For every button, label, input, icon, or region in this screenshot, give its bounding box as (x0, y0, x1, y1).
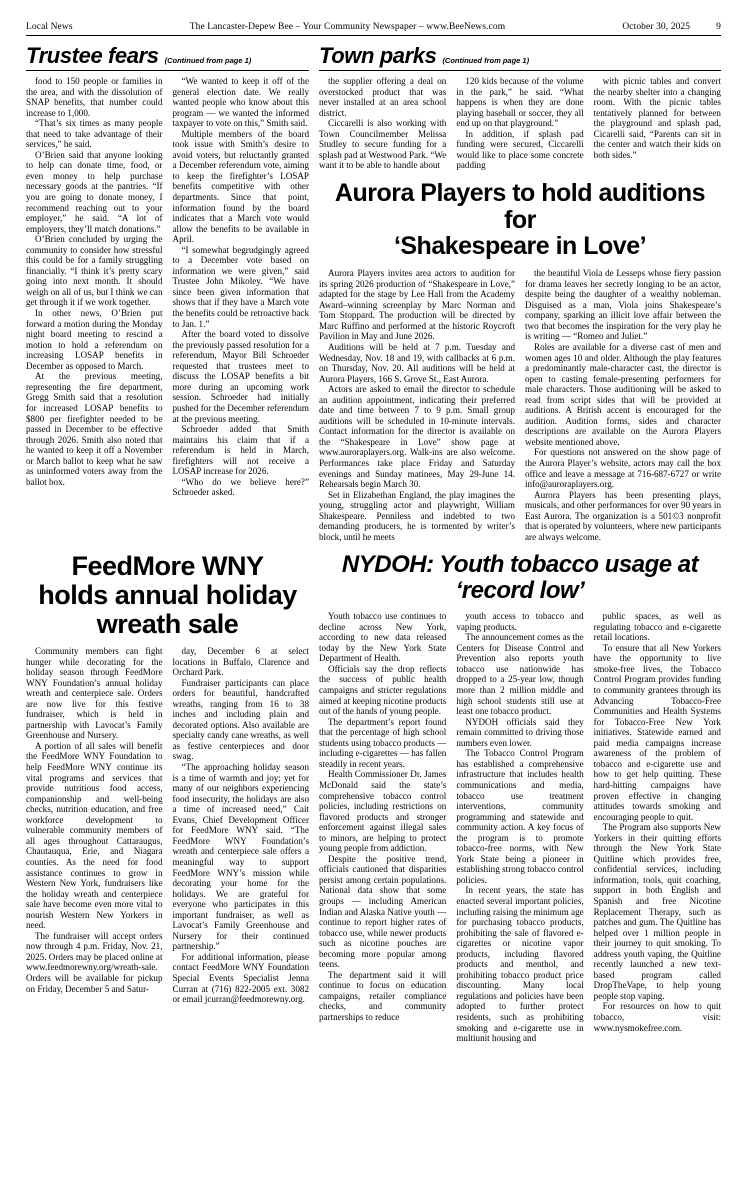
paragraph: The announcement comes as the Centers for Disease Control and Prevention also reports youth tobacco use nationwide has dropped to a 25-year low, though more than 2 million middle and high school students still use at least one tobacco product. (456, 632, 584, 717)
paragraph: In other news, O’Brien put forward a motion during the Monday night board meeting to rescind a motion to hold a referendum on increasing LOSAP benefits in December as opposed to March. (26, 308, 163, 371)
aurora-headline-line-1: Aurora Players to hold auditions for (334, 178, 706, 234)
gutter (584, 76, 594, 171)
paragraph: Set in Elizabethan England, the play imagines the young, struggling actor and playwright, William Shakespeare. Penniless and indebted to two demanding producers, he is tormented by writer’s block, until he meets (319, 489, 515, 542)
article-feedmore-wny (26, 552, 309, 1004)
paragraph: Actors are asked to email the director to schedule an audition appointment, indicating their preferred date and time between 7 to 9 p.m. Small group auditions will be scheduled in 10-minute intervals. Contact information for the director is available on the “Shakespeare in Love” show page at www.auroraplayers.org. Walk-ins are also welcome. Performances take place Friday and Saturday evenings and Sunday matinees, May 29-June 14. Rehearsals begin March 30. (319, 384, 515, 490)
paragraph: The Program also supports New Yorkers in their quitting efforts through the New York State Quitline which provides free, confidential services, including information, tools, quit coaching, support in both English and Spanish and free Nicotine Replacement Therapy, such as patches and gum. The Quitline has helped over 1 million people in their journey to quit smoking. To address youth vaping, the Quitline recently launched a new text-based program called DropTheVape, to help young people stop vaping. (593, 822, 721, 1001)
paragraph: Health Commissioner Dr. James McDonald said the state’s comprehensive tobacco control policies, including restrictions on flavored products and stronger enforcement against illegal sales to minors, are helping to protect young people from addiction. (319, 769, 447, 854)
paragraph: For additional information, please contact FeedMore WNY Foundation Special Events Specialist Jenna Curran at (716) 822-2005 ext. 3082 or email jcurran@feedmorewny.org. (172, 951, 309, 1005)
town-parks-headline-text: Town parks (319, 43, 437, 68)
town-parks-column-1 (319, 76, 446, 171)
masthead-section: Local News (26, 22, 73, 32)
feedmore-headline-line-2: holds annual holiday (38, 580, 297, 611)
right-stack (319, 45, 721, 542)
paragraph: “We wanted to keep it off of the general election date. We really wanted people who know about this program — we wanted the informed taxpayer to vote on this,” Smith said. (172, 76, 309, 129)
town-parks-jump-line: (Continued from page 1) (442, 56, 530, 65)
gutter (163, 76, 173, 498)
article-aurora-players (319, 180, 721, 542)
paragraph: “Who do we believe here?” Schroeder asked. (172, 476, 309, 498)
paragraph: After the board voted to dissolve the previously passed resolution for a referendum, Mayor Bill Schroeder requested that trustees meet to discuss the LOSAP benefits a bit more during an upcoming work session. Schroeder had initially pushed for the December referendum at the previous meeting. (172, 329, 309, 424)
trustee-column-1 (26, 76, 163, 498)
paragraph: Schroeder added that Smith maintains his claim that if a referendum is held in March, firefighters will not receive a LOSAP increase for 2026. (172, 424, 309, 477)
paragraph: 120 kids because of the volume in the park,” he said. “What happens is when they are done playing baseball or soccer, they all end up on that playground.” (456, 76, 584, 129)
article-trustee-fears (26, 45, 309, 498)
gutter (584, 611, 594, 1043)
masthead-rule (26, 35, 721, 36)
gutter (446, 611, 456, 1043)
nydoh-column-1 (319, 611, 446, 1043)
paragraph: The department said it will continue to focus on education campaigns, retailer compliance checks, and community partnerships to reduce (319, 969, 447, 1022)
bottom-region (26, 552, 721, 1043)
paragraph: NYDOH officials said they remain committed to driving those numbers even lower. (456, 716, 584, 748)
article-nydoh (319, 552, 721, 1043)
paragraph: Multiple members of the board took issue with Smith’s desire to avoid voters, but reluctantly granted a December referendum vote, aiming to keep the firefighter’s LOSAP benefits competitive with other departments. Since that point, information found by the board indicates that a March vote would allow the benefits to be available in April. (172, 128, 309, 245)
paragraph: Auditions will be held at 7 p.m. Tuesday and Wednesday, Nov. 18 and 19, with callbacks at 6 p.m. on Thursday, Nov. 20. All auditions will be held at Aurora Players, 166 S. Grove St., East Aurora. (319, 342, 515, 384)
paragraph: Aurora Players invites area actors to audition for its spring 2026 production of “Shakespeare in Love,” adapted for the stage by Lee Hall from the Academy Award–winning screenplay by Marc Norman and Tom Stoppard. The production will be directed by Marc Ruffino and performed at the historic Roycroft Pavilion in May and June 2026. (319, 268, 515, 342)
paragraph: the supplier offering a deal on overstocked product that was never installed at an area school district. (319, 76, 447, 118)
paragraph: In addition, if splash pad funding were secured, Ciccarelli would like to place some concrete padding (456, 128, 584, 171)
paragraph: Ciccarelli is also working with Town Councilmember Melissa Studley to secure funding for a splash pad at Westwood Park. “We want it to be able to handle about (319, 118, 447, 171)
trustee-headline-rule (26, 70, 309, 71)
paragraph: In recent years, the state has enacted several important policies, including raising the minimum age for purchasing tobacco products, prohibiting the sale of flavored e-cigarettes or nicotine vapor products, including flavored products and menthol, and prohibiting tobacco product price discounting. Many local regulations and policies have been adopted to further protect residents, such as prohibiting smoking and e-cigarette use in multiunit housing and (456, 885, 584, 1044)
paragraph: At the previous meeting, representing the fire department, Gregg Smith said that a resolution for increased LOSAP benefits to $800 per firefighter needed to be passed in December to be effective through 2026. Smith also noted that he wanted to keep it off a November or March ballot to keep what he saw as uninformed voters away from the ballot box. (26, 371, 163, 487)
paragraph: with picnic tables and convert the nearby shelter into a changing room. With the picnic tables tentatively planned for between the playground and splash pad, Cicarelli said, “Parents can sit in the center and watch their kids on both sides.” (593, 76, 721, 160)
town-parks-headline-rule (319, 70, 721, 71)
trustee-jump-line: (Continued from page 1) (164, 56, 252, 65)
town-parks-column-2 (456, 76, 583, 171)
feedmore-column-1 (26, 646, 163, 1005)
paragraph: “That’s six times as many people that need to take advantage of their services,” he said. (26, 118, 163, 150)
nydoh-headline (319, 552, 721, 604)
trustee-column-2 (173, 76, 310, 498)
gutter (163, 646, 173, 1005)
paragraph: “The approaching holiday season is a time of warmth and joy; yet for many of our neighbors experiencing food insecurity, the holidays are also a time of increased need,” Cait Evans, Chief Development Officer for FeedMore WNY said. “The FeedMore WNY Foundation’s wreath and centerpiece sale offers a meaningful way to support FeedMore WNY’s mission while decorating your home for the holidays. We are grateful for everyone who participates in this important fundraiser, as well as Lavocat’s Family Greenhouse and Nursery for their continued partnership.” (172, 762, 309, 952)
paragraph: The fundraiser will accept orders now through 4 p.m. Friday, Nov. 21, 2025. Orders may be placed online at www.feedmorewny.org/wreath-sale. Orders will be available for pickup on Friday, December 5 and Satur- (26, 930, 163, 994)
paragraph: For questions not answered on the show page of the Aurora Player’s website, actors may call the box office and leave a message at 716-687-6727 or write info@auroraplayers.org. (525, 447, 721, 490)
spacer (319, 604, 721, 611)
paragraph: Youth tobacco use continues to decline across New York, according to new data released today by the New York State Department of Health. (319, 611, 447, 664)
article-town-parks (319, 45, 721, 171)
gutter (515, 268, 525, 542)
nydoh-headline-line-1: NYDOH: Youth tobacco usage at (341, 551, 699, 579)
paragraph: day, December 6 at select locations in Buffalo, Clarence and Orchard Park. (172, 646, 309, 678)
aurora-headline-line-2: ‘Shakespeare in Love’ (393, 232, 647, 261)
gutter (446, 76, 456, 171)
feedmore-headline-line-1: FeedMore WNY (71, 551, 264, 582)
town-parks-column-3 (594, 76, 721, 171)
paragraph: Roles are available for a diverse cast of men and women ages 10 and older. Although the play features a predominantly male-character cast, the director is open to casting female-presenting performers for male characters. Those auditioning will be asked to read from script sides that will be provided at auditions. A British accent is encouraged for the audition. Audition forms, sides and character descriptions are available on the Aurora Players website mentioned above. (525, 342, 721, 447)
paragraph: O’Brien said that anyone looking to help can donate time, food, or even money to help purchase necessary goods at the pantries. “If you are going to donate money, I recommend reaching out to your employer,” he said. “A lot of employers, they’ll match donations.” (26, 149, 163, 234)
paragraph: To ensure that all New Yorkers have the opportunity to live smoke-free lives, the Tobacco Control Program provides funding to community grantees through its Advancing Tobacco-Free Communities and Health Systems for Tobacco-Free New York initiatives. Statewide earned and paid media campaigns increase awareness of the problem of tobacco and e-cigarette use and how to get help quitting. These hard-hitting campaigns have proven effective in changing attitudes towards smoking and encouraging people to quit. (593, 642, 721, 822)
trustee-headline-text: Trustee fears (26, 43, 159, 68)
top-region (26, 45, 721, 542)
paragraph: Despite the positive trend, officials cautioned that disparities persist among certain populations. National data show that some groups — including American Indian and Alaska Native youth — continue to report higher rates of tobacco use, while newer products such as nicotine pouches are becoming more popular among teens. (319, 853, 447, 970)
paragraph: public spaces, as well as regulating tobacco and e-cigarette retail locations. (593, 611, 721, 643)
masthead (26, 22, 721, 35)
feedmore-headline (26, 552, 309, 639)
paragraph: The department’s report found that the percentage of high school students using tobacco products — including e-cigarettes — has fallen steadily in recent years. (319, 716, 447, 769)
paragraph: Aurora Players has been presenting plays, musicals, and other performances for over 90 years in East Aurora. The organization is a 501©3 nonprofit that is operated by volunteers, where new participants are always welcome. (525, 489, 721, 542)
paragraph: The Tobacco Control Program has established a comprehensive infrastructure that includes health communications and media, tobacco use treatment interventions, community programming and statewide and community action. A key focus of the program is to promote tobacco-free norms, with New York State being a pioneer in establishing strong tobacco control policies. (456, 748, 584, 885)
feedmore-headline-line-3: wreath sale (96, 609, 239, 640)
nydoh-column-3 (594, 611, 721, 1043)
paragraph: For resources on how to quit tobacco, visit: www.nysmokefree.com. (593, 1001, 721, 1033)
paragraph: the beautiful Viola de Lesseps whose fiery passion for drama leaves her secretly longing to be an actor, despite being the daughter of a wealthy nobleman. Disguised as a man, Viola joins Shakespeare’s company, sparking an illicit love affair between the two that becomes the inspiration for the very play he is writing — “Romeo and Juliet.” (525, 268, 721, 342)
paragraph: O’Brien concluded by urging the community to consider how stressful this could be for a family struggling financially. “I think it’s pretty scary going into next month. It should weigh on all of us, but I think we can get through it if we work together. (26, 234, 163, 308)
paragraph: Officials say the drop reflects the success of public health campaigns and stricter regulations aimed at keeping nicotine products out of the hands of young people. (319, 663, 447, 717)
paragraph: food to 150 people or families in the area, and with the dissolution of SNAP benefits, that number could increase to 1,000. (26, 76, 163, 118)
aurora-column-1 (319, 268, 515, 542)
masthead-title: The Lancaster-Depew Bee – Your Community Newspaper – www.BeeNews.com (189, 22, 506, 32)
spacer (26, 639, 309, 646)
nydoh-column-2 (456, 611, 583, 1043)
paragraph: youth access to tobacco and vaping products. (456, 611, 584, 632)
paragraph: “I somewhat begrudgingly agreed to a December vote based on information we were given,” said Trustee John Mikoley. “We have since been given information that shows that if they have a March vote the benefits could be retroactive back to Jan. 1.” (172, 244, 309, 329)
trustee-headline (26, 45, 309, 67)
masthead-date: October 30, 2025 (622, 22, 691, 32)
nydoh-headline-line-2: ‘record low’ (455, 577, 585, 605)
town-parks-headline (319, 45, 721, 67)
paragraph: Community members can fight hunger while decorating for the holiday season through FeedMore WNY Foundation’s annual holiday wreath and centerpiece sale. Orders are now live for this festive fundraiser, which is held in partnership with Lavocat’s Family Greenhouse and Nursery. (26, 646, 163, 741)
aurora-column-2 (525, 268, 721, 542)
feedmore-column-2 (173, 646, 310, 1005)
paragraph: A portion of all sales will benefit the FeedMore WNY Foundation to help FeedMore WNY continue its vital programs and services that provide nutritious food access, companionship and well-being checks, nutrition education, and free workforce development to vulnerable community members of all ages throughout Cattaraugus, Chautauqua, Erie, and Niagara counties. As the need for food assistance continues to grow in Western New York, fundraisers like the holiday wreath and centerpiece sale have become even more vital to nourish Western New Yorkers in need. (26, 740, 163, 931)
masthead-page-number: 9 (716, 22, 721, 32)
paragraph: Fundraiser participants can place orders for beautiful, handcrafted wreaths, ranging from 16 to 38 inches and including plain and decorated options. Also available are specialty candy cane wreaths, as well as festive centerpieces and door swag. (172, 677, 309, 762)
